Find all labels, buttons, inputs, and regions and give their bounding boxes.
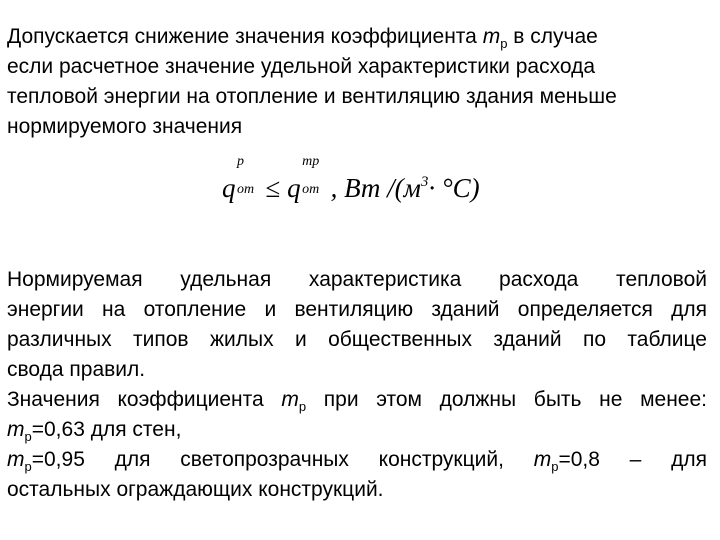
coefficient-symbol: m	[482, 25, 501, 48]
norm-line-4: свода правил.	[7, 358, 146, 381]
formula-q-required: q тр от	[287, 154, 320, 203]
formula-leq: ≤	[265, 173, 281, 203]
norm-line-1: Нормируемая удельная характеристика расхода тепловой	[7, 268, 707, 291]
norm-line-8: остальных ограждающих конструкций.	[7, 478, 384, 501]
formula-unit-exponent: 3	[420, 174, 429, 190]
intro-paragraph	[7, 22, 707, 142]
formula-sub-ot: от	[237, 182, 255, 197]
formula-sub-ot-2: от	[302, 182, 320, 197]
intro-line-1: Допускается снижение значения коэффициента $m_р$ в случае	[7, 25, 598, 51]
formula-unit: , Вт /(м	[330, 173, 421, 203]
intro-line-4: нормируемого значения	[7, 115, 243, 138]
intro-line-2: если расчетное значение удельной характеристики расхода	[7, 55, 595, 78]
formula-q-actual: q р от	[222, 154, 255, 203]
intro-line-3: тепловой энергии на отопление и вентиляцию здания меньше	[7, 85, 617, 108]
norm-line-6: $m_р=0,63$ для стен,	[7, 418, 182, 444]
formula-sup-tr: тр	[302, 154, 320, 169]
norm-line-5: Значения коэффициента $m_р$ при этом должны быть не менее:	[7, 388, 708, 414]
norm-paragraph	[7, 265, 707, 505]
formula-sup-p: р	[237, 154, 244, 169]
norm-line-7: $m_р=0,95$ для светопрозрачных конструкций, $m_р=0,8$ – для	[7, 448, 707, 474]
formula-unit-end: · °С)	[428, 173, 480, 203]
norm-line-2: энергии на отопление и вентиляцию зданий определяется для	[7, 298, 707, 321]
coefficient-subscript: р	[500, 36, 508, 51]
inequality-formula	[222, 154, 480, 208]
norm-line-3: различных типов жилых и общественных зданий по таблице	[7, 328, 707, 351]
